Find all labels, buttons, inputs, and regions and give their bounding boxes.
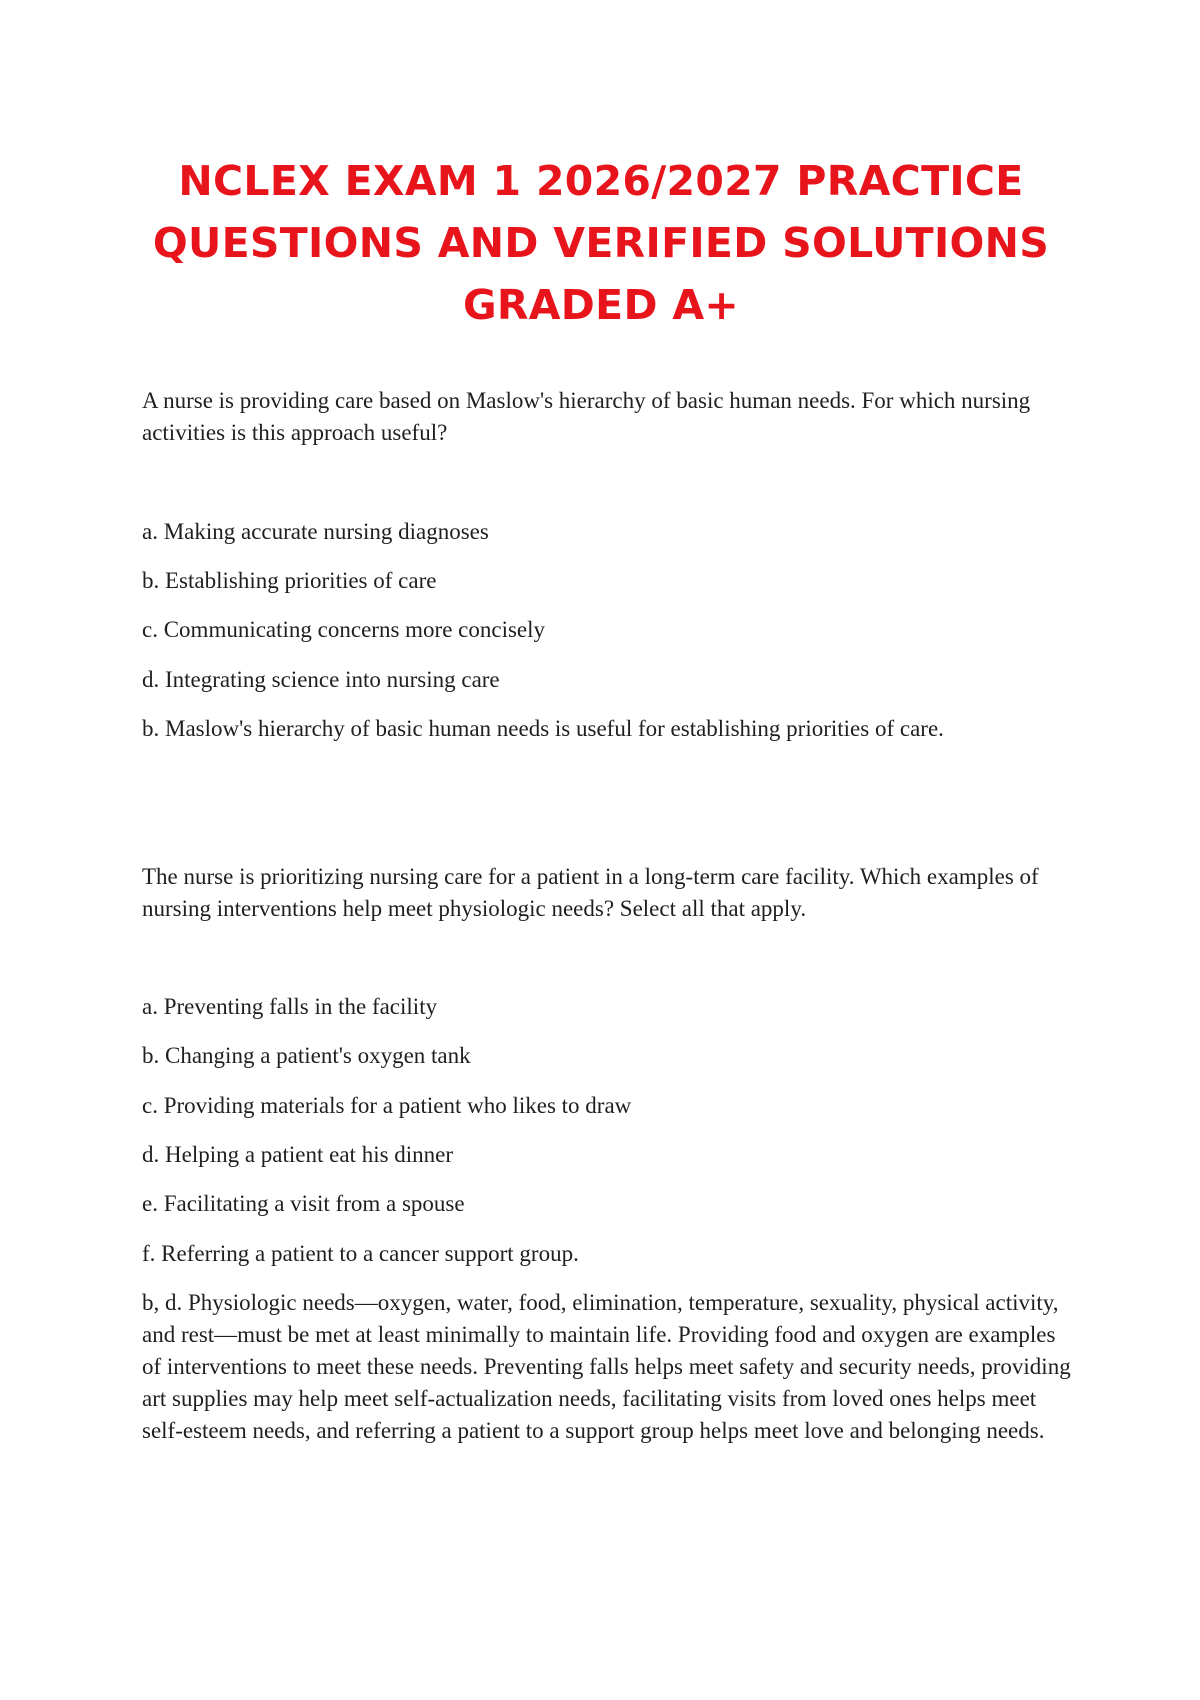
question-2-option-d: d. Helping a patient eat his dinner bbox=[142, 1142, 454, 1167]
question-2-option-c: c. Providing materials for a patient who likes to draw bbox=[142, 1093, 632, 1118]
question-1-answer: b. Maslow's hierarchy of basic human needs is useful for establishing priorities of care. bbox=[142, 716, 944, 741]
title-line: QUESTIONS AND VERIFIED SOLUTIONS bbox=[152, 219, 1050, 267]
question-2-option-e: e. Facilitating a visit from a spouse bbox=[142, 1191, 465, 1216]
question-1-option-c: c. Communicating concerns more concisely bbox=[142, 617, 546, 642]
question-2-prompt: The nurse is prioritizing nursing care for a patient in a long-term care facility. Which examples of nursing interventions help meet physiologic needs? Select all that apply. bbox=[142, 864, 1039, 921]
question-2-option-f: f. Referring a patient to a cancer support group. bbox=[142, 1241, 579, 1266]
question-2-answer: b, d. Physiologic needs—oxygen, water, food, elimination, temperature, sexuality, physical activity, and rest—must be met at least minimally to maintain life. Providing food and oxygen are examples of interventions to meet these needs. Preventing falls helps meet safety and security needs, providing art supplies may help meet self-actualization needs, facilitating visits from loved ones helps meet self-esteem needs, and referring a patient to a support group helps meet love and belonging needs. bbox=[142, 1290, 1071, 1443]
question-1-option-a: a. Making accurate nursing diagnoses bbox=[142, 519, 489, 544]
document-title bbox=[120, 150, 1082, 336]
title-line: NCLEX EXAM 1 2026/2027 PRACTICE bbox=[178, 157, 1024, 205]
question-2-option-b: b. Changing a patient's oxygen tank bbox=[142, 1043, 471, 1068]
question-1-prompt: A nurse is providing care based on Maslow's hierarchy of basic human needs. For which nursing activities is this approach useful? bbox=[142, 388, 1031, 445]
question-1-option-d: d. Integrating science into nursing care bbox=[142, 667, 500, 692]
title-line: GRADED A+ bbox=[462, 281, 740, 329]
question-2-option-a: a. Preventing falls in the facility bbox=[142, 994, 438, 1019]
question-1-option-b: b. Establishing priorities of care bbox=[142, 568, 437, 593]
